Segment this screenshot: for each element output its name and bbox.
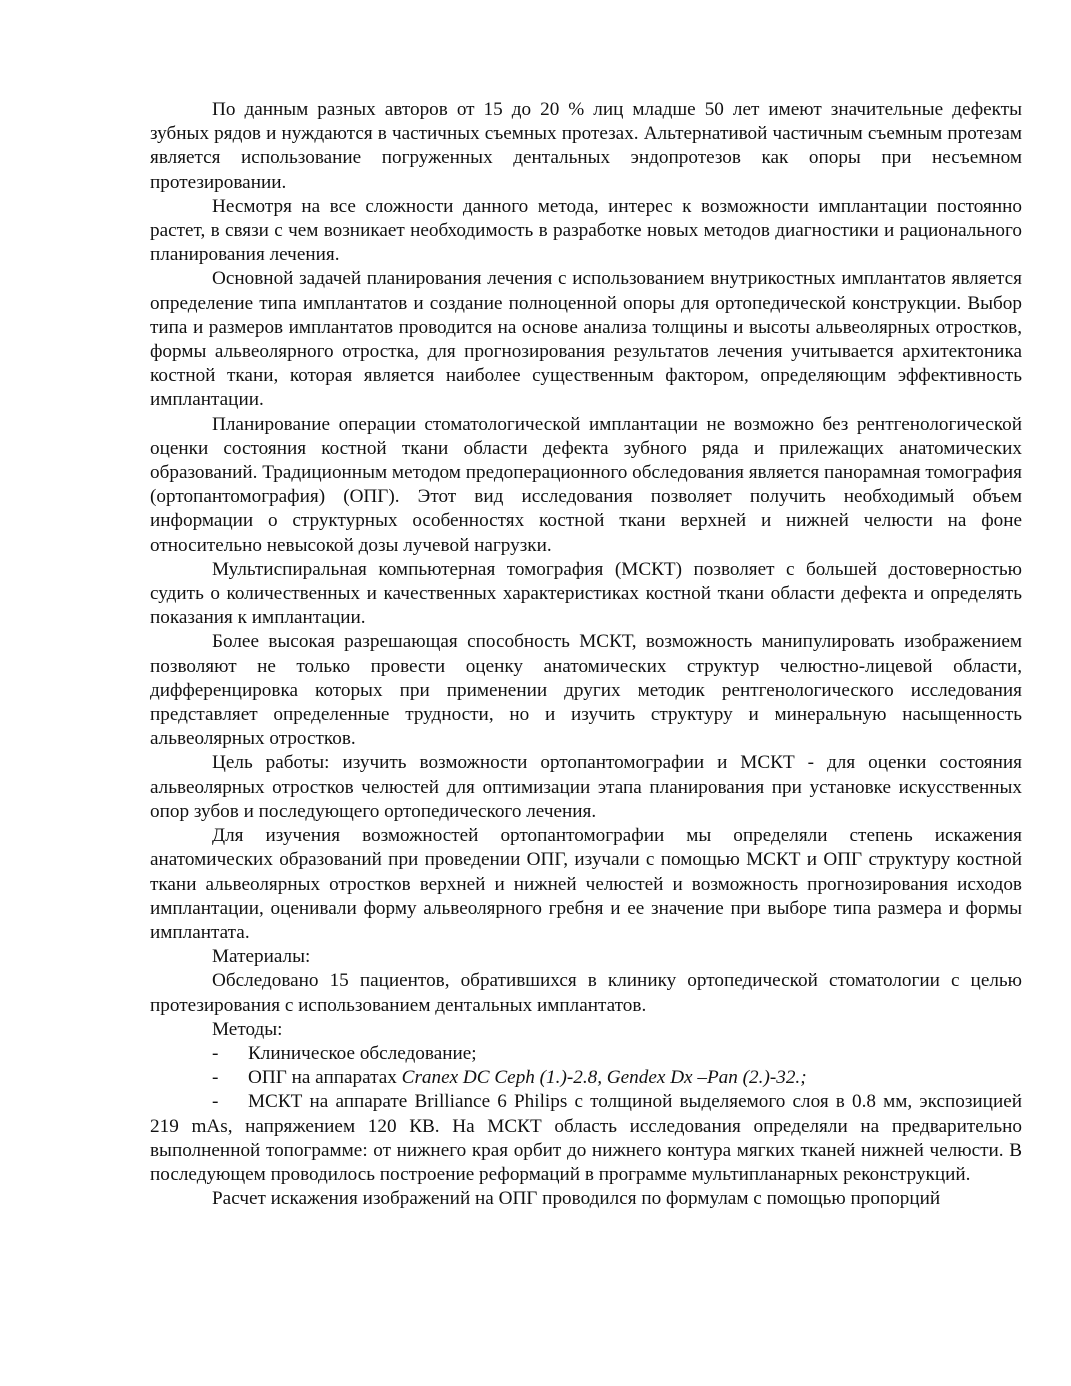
methods-list-item-clinical: [150, 1042, 1022, 1066]
document-page: [150, 98, 1022, 1211]
paragraph-interest: Несмотря на все сложности данного метода, интерес к возможности имплантации постоянно растет, в связи с чем возникает необходимость в разработке новых методов диагностики и рационального планирования лечения.: [150, 195, 1022, 266]
paragraph-goal: Цель работы: изучить возможности ортопантомографии и МСКТ - для оценки состояния альвеолярных отростков челюстей для оптимизации этапа планирования при установке искусственных опор зубов и последующего ортопедического лечения.: [150, 752, 1022, 822]
list-item-text: ОПГ на аппаратах: [248, 1067, 402, 1089]
materials-heading: Материалы:: [212, 946, 311, 968]
list-item-device-names: Cranex DC Ceph (1.)-2.8, Gendex Dx –Pan (2.)-32.;: [401, 1067, 807, 1089]
paragraph-planning-task: Основной задачей планирования лечения с использованием внутрикостных имплантатов является определение типа имплантатов и создание полноценной опоры для ортопедической конструкции. Выбор типа и размеров имплантатов проводится на основе анализа толщины и высоты альвеолярных отростков, формы альвеолярного отростка, для прогнозирования результатов лечения учитывается архитектоника костной ткани, которая является наиболее существенным фактором, определяющим эффективность имплантации.: [150, 268, 1022, 411]
list-item-text: МСКТ на аппарате Brilliance 6 Philips с толщиной выделяемого слоя в 0.8 мм, экспозицией 219 mAs, напряжением 120 КВ. На МСКТ область исследования определяли на предварительно выполненной топограмме: от нижнего края орбит до нижнего контура мягких тканей нижней челюсти. В последующем проводилось построение реформаций в программе мультипланарных реконструкций.: [150, 1091, 1022, 1185]
list-dash: -: [212, 1091, 219, 1113]
list-dash: -: [212, 1067, 219, 1089]
paragraph-intro: По данным разных авторов от 15 до 20 % лиц младше 50 лет имеют значительные дефекты зубных рядов и нуждаются в частичных съемных протезах. Альтернативой частичным съемным протезам является использование погруженных дентальных эндопротезов как опоры при несъемном протезировании.: [150, 99, 1022, 193]
paragraph-msct-resolution: Более высокая разрешающая способность МСКТ, возможность манипулировать изображением позволяют не только провести оценку анатомических структур челюстно-лицевой области, дифференцировка которых при применении других методик рентгенологического исследования представляет определенные трудности, но и изучить структуру и минеральную насыщенность альвеолярных отростков.: [150, 631, 1022, 750]
list-item-text: Клиническое обследование;: [248, 1042, 477, 1064]
methods-heading: Методы:: [212, 1018, 283, 1040]
methods-list-item-opg: [150, 1066, 1022, 1090]
paragraph-xray-assessment: Планирование операции стоматологической имплантации не возможно без рентгенологической оценки состояния костной ткани области дефекта зубного ряда и прилежащих анатомических образований. Традиционным методом предоперационного обследования является панорамная томография (ортопантомография) (ОПГ). Этот вид исследования позволяет получить необходимый объем информации о структурных особенностях костной ткани верхней и нижней челюсти на фоне относительно невысокой дозы лучевой нагрузки.: [150, 413, 1022, 556]
paragraph-distortion-calc: Расчет искажения изображений на ОПГ проводился по формулам с помощью пропорций: [212, 1188, 941, 1210]
paragraph-study-design: Для изучения возможностей ортопантомографии мы определяли степень искажения анатомических образований при проведении ОПГ, изучали с помощью МСКТ и ОПГ структуру костной ткани альвеолярных отростков верхней и нижней челюстей и возможность прогнозирования исходов имплантации, оценивали форму альвеолярного гребня и ее значение при выборе типа размера и формы имплантата.: [150, 825, 1022, 943]
list-dash: -: [212, 1042, 219, 1064]
paragraph-materials: Обследовано 15 пациентов, обратившихся в клинику ортопедической стоматологии с целью протезирования с использованием дентальных имплантатов.: [150, 970, 1022, 1016]
paragraph-msct: Мультиспиральная компьютерная томография (МСКТ) позволяет с большей достоверностью судить о количественных и качественных характеристиках костной ткани области дефекта и определять показания к имплантации.: [150, 558, 1022, 629]
methods-list-item-msct: [150, 1090, 1022, 1187]
